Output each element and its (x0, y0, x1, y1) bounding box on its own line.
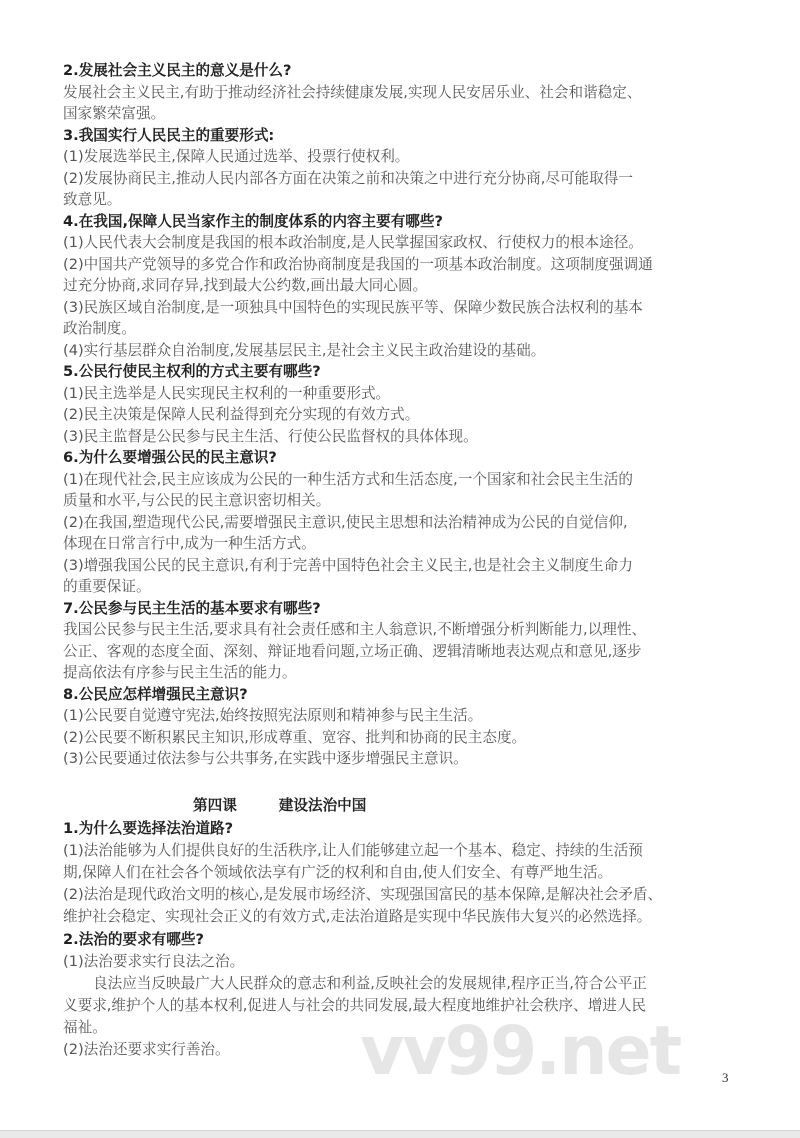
question-heading: 3.我国实行人民民主的重要形式: (63, 126, 275, 144)
body-text-line: 质量和水平,与公民的民主意识密切相关。 (63, 492, 331, 509)
watermark: vv99.net (360, 1012, 681, 1091)
body-text-line: 福祉。 (63, 1018, 107, 1036)
body-text-line: 的重要保证。 (63, 578, 151, 595)
body-text-line: 义要求,维护个人的基本权利,促进人与社会的共同发展,最大程度地维护社会秩序、增进人民 (63, 996, 647, 1014)
body-text-line: 过充分协商,求同存异,找到最大公约数,画出最大同心圆。 (63, 277, 428, 294)
body-text-line: 维护社会稳定、实现社会正义的有效方式,走法治道路是实现中华民族伟大复兴的必然选择。 (63, 908, 652, 926)
body-text-line: 提高依法有序参与民主生活的能力。 (63, 664, 297, 681)
body-text-line: 国家繁荣富强。 (63, 105, 166, 122)
question-heading: 5.公民行使民主权利的方式主要有哪些? (63, 363, 321, 380)
body-text-line: (2)公民要不断积累民主知识,形成尊重、宽容、批判和协商的民主态度。 (63, 728, 527, 746)
body-text-line: (1)法治能够为人们提供良好的生活秩序,让人们能够建立起一个基本、稳定、持续的生活预 (63, 842, 643, 860)
lesson-number: 第四课 (193, 797, 237, 814)
body-text-line: (4)实行基层群众自治制度,发展基层民主,是社会主义民主政治建设的基础。 (63, 341, 546, 359)
body-text-line: (1)公民要自觉遵守宪法,始终按照宪法原则和精神参与民主生活。 (63, 707, 483, 724)
body-text-line: (2)民主决策是保障人民利益得到充分实现的有效方式。 (63, 406, 420, 423)
body-text-line: (2)中国共产党领导的多党合作和政治协商制度是我国的一项基本政治制度。这项制度强调通 (63, 255, 653, 273)
question-heading: 1.为什么要选择法治道路? (63, 820, 234, 837)
body-text-line: (2)发展协商民主,推动人民内部各方面在决策之前和决策之中进行充分协商,尽可能取得一 (63, 169, 633, 187)
question-heading: 8.公民应怎样增强民主意识? (63, 685, 248, 703)
lesson-name: 建设法治中国 (278, 797, 367, 814)
body-text-line: 政治制度。 (63, 320, 136, 337)
body-text-line: (1)在现代社会,民主应该成为公民的一种生活方式和生活态度,一个国家和社会民主生活的 (63, 470, 633, 488)
lesson-title (193, 797, 366, 815)
question-heading: 6.为什么要增强公民的民主意识? (63, 449, 277, 466)
body-text-line: (1)民主选举是人民实现民主权利的一种重要形式。 (63, 384, 391, 402)
body-text-line: (2)在我国,塑造现代公民,需要增强民主意识,使民主思想和法治精神成为公民的自觉信仰, (63, 513, 628, 531)
body-text-line: 期,保障人们在社会各个领域依法享有广泛的权利和自由,使人们安全、有尊严地生活。 (63, 864, 613, 882)
body-text-line: 发展社会主义民主,有助于推动经济社会持续健康发展,实现人民安居乐业、社会和谐稳定、 (63, 83, 642, 101)
question-heading: 2.发展社会主义民主的意义是什么? (63, 62, 292, 79)
body-text-line: 公正、客观的态度全面、深刻、辩证地看问题,立场正确、逻辑清晰地表达观点和意见,逐步 (63, 642, 642, 660)
body-text-line: 体现在日常言行中,成为一种生活方式。 (63, 535, 316, 552)
body-text-line: (1)发展选举民主,保障人民通过选举、投票行使权利。 (63, 148, 410, 165)
page-number: 3 (722, 1070, 729, 1085)
body-text-line: (3)公民要通过依法参与公共事务,在实践中逐步增强民主意识。 (63, 750, 468, 767)
question-heading: 4.在我国,保障人民当家作主的制度体系的内容主要有哪些? (63, 212, 443, 230)
body-text-line: (1)法治要求实行良法之治。 (63, 952, 245, 970)
body-text-line: (2)法治是现代政治文明的核心,是发展市场经济、实现强国富民的基本保障,是解决社会矛盾、 (63, 886, 663, 904)
body-text-line: (3)民族区域自治制度,是一项独具中国特色的实现民族平等、保障少数民族合法权利的基本 (63, 298, 643, 316)
question-heading: 7.公民参与民主生活的基本要求有哪些? (63, 599, 321, 617)
body-text-line: (3)民主监督是公民参与民主生活、行使公民监督权的具体体现。 (63, 427, 478, 445)
question-heading: 2.法治的要求有哪些? (63, 930, 204, 948)
body-text-line: (2)法治还要求实行善治。 (63, 1041, 230, 1058)
body-text-line: 良法应当反映最广大人民群众的意志和利益,反映社会的发展规律,程序正当,符合公平正 (93, 974, 647, 992)
body-text-line: 我国公民参与民主生活,要求具有社会责任感和主人翁意识,不断增强分析判断能力,以理性、 (63, 621, 647, 638)
body-text-line: (1)人民代表大会制度是我国的根本政治制度,是人民掌握国家政权、行使权力的根本途径。 (63, 234, 643, 251)
body-text-line: (3)增强我国公民的民主意识,有利于完善中国特色社会主义民主,也是社会主义制度生命力 (63, 556, 633, 574)
body-text-line: 致意见。 (63, 191, 122, 208)
